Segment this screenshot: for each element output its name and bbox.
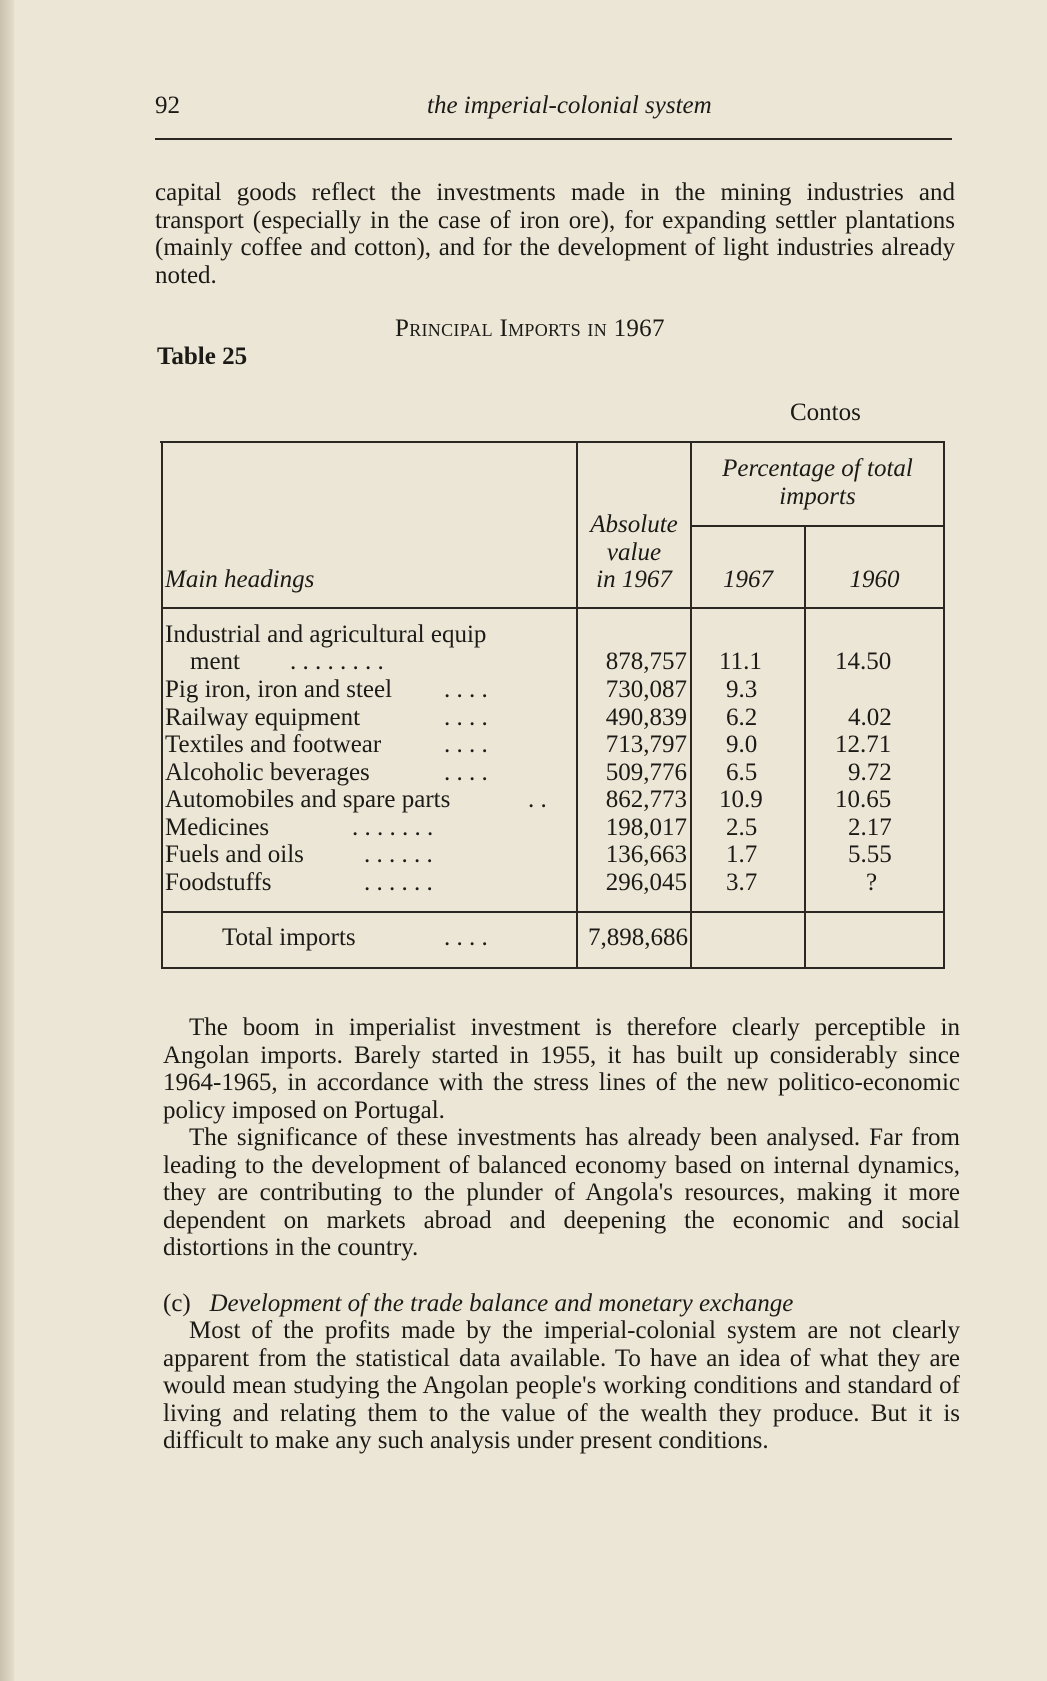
row-pct-1960: 14.50: [835, 648, 892, 675]
row-label: Pig iron, iron and steel: [165, 676, 393, 703]
total-label: Total imports: [222, 924, 356, 951]
row-absolute-value: 198,017: [605, 814, 687, 841]
row-pct-1960: ?: [866, 869, 878, 896]
section-title: Development of the trade balance and monetary exchange: [209, 1290, 794, 1317]
row-absolute-value: 490,839: [605, 704, 687, 731]
header-main-headings: Main headings: [165, 566, 315, 593]
profits-paragraph: Most of the profits made by the imperial-colonial system are not clearly apparent from the statistical data available. To have an idea of what they are would mean studying the Angolan people's working conditions and standard of living and relating them to the value of the wealth they produce. But it is difficult to make any such analysis under present conditions.: [163, 1317, 960, 1454]
row-pct-1967: 10.9: [719, 786, 763, 813]
row-leader-dots: . . . . . .: [364, 869, 433, 896]
row-pct-1967: 1.7: [726, 841, 758, 868]
running-header: [155, 92, 955, 128]
row-label: Fuels and oils: [165, 841, 304, 868]
header-absolute-line1: Absolute: [590, 511, 678, 538]
page-gutter: [0, 0, 14, 1681]
row-label: Railway equipment: [165, 704, 361, 731]
row-absolute-value: 862,773: [605, 786, 687, 813]
table-left-rule: [161, 441, 163, 969]
header-1967: 1967: [723, 566, 773, 593]
table-caption: Principal Imports in 1967: [395, 315, 665, 342]
header-bottom-rule: [161, 607, 943, 609]
total-leader-dots: . . . .: [444, 924, 488, 951]
row-pct-1967: 2.5: [726, 814, 758, 841]
table-right-rule: [943, 441, 945, 969]
row-leader-dots: . . . . . . .: [352, 814, 434, 841]
row-pct-1967: 11.1: [719, 648, 762, 675]
section-heading: [163, 1290, 793, 1318]
row-pct-1960: 10.65: [835, 786, 892, 813]
header-absolute-line3: in 1967: [596, 566, 672, 593]
row-leader-dots: . . . .: [444, 731, 488, 758]
row-leader-dots: . . . . . . . .: [290, 648, 384, 675]
row-pct-1960: 5.55: [848, 841, 892, 868]
row-pct-1967: 9.3: [726, 676, 758, 703]
row-absolute-value: 878,757: [605, 648, 687, 675]
page-number: 92: [155, 92, 180, 119]
header-1960: 1960: [849, 566, 900, 593]
row-label: Textiles and footwear: [165, 731, 382, 758]
row-label: Medicines: [165, 814, 270, 841]
table-label: Table 25: [157, 343, 248, 370]
row-leader-dots: . . . .: [444, 704, 488, 731]
header-percentage-line1: Percentage of total: [722, 455, 913, 482]
row-absolute-value: 136,663: [605, 841, 687, 868]
row-label: Industrial and agricultural equip: [165, 621, 487, 648]
row-pct-1967: 9.0: [726, 731, 758, 758]
row-pct-1960: 9.72: [848, 759, 892, 786]
row-pct-1967: 6.5: [726, 759, 758, 786]
row-absolute-value: 509,776: [605, 759, 687, 786]
row-leader-dots: . . . . . .: [364, 841, 433, 868]
table-top-rule: [160, 441, 943, 443]
row-pct-1960: 4.02: [848, 704, 892, 731]
row-leader-dots: . .: [528, 786, 547, 813]
header-absolute-line2: value: [606, 539, 662, 566]
row-absolute-value: 296,045: [605, 869, 687, 896]
header-rule: [155, 138, 952, 140]
row-label: Automobiles and spare parts: [165, 786, 451, 813]
total-top-rule: [161, 911, 943, 913]
col-divider-2: [690, 441, 692, 969]
row-leader-dots: . . . .: [444, 676, 488, 703]
row-absolute-value: 730,087: [605, 676, 687, 703]
total-value: 7,898,686: [588, 924, 688, 951]
row-label: Alcoholic beverages: [165, 759, 370, 786]
row-pct-1967: 6.2: [726, 704, 758, 731]
row-pct-1960: 2.17: [848, 814, 892, 841]
table-unit: Contos: [790, 399, 861, 426]
subheader-rule: [690, 525, 943, 527]
row-label: Foodstuffs: [165, 869, 272, 896]
row-label-continuation: ment: [190, 648, 240, 675]
row-leader-dots: . . . .: [444, 759, 488, 786]
boom-paragraph: The boom in imperialist investment is therefore clearly perceptible in Angolan imports. Barely started in 1955, it has built up considerably since 1964-1965, in accordance with the stress lines of the new politico-economic policy imposed on Portugal.: [163, 1014, 960, 1124]
intro-paragraph: capital goods reflect the investments made in the mining industries and transport (especially in the case of iron ore), for expanding settler plantations (mainly coffee and cotton), and for the development of light industries already noted.: [155, 179, 955, 289]
running-title: the imperial-colonial system: [427, 92, 712, 119]
header-percentage-line2: imports: [779, 483, 856, 510]
significance-paragraph: The significance of these investments has already been analysed. Far from leading to the development of balanced economy based on internal dynamics, they are contributing to the plunder of Angola's resources, making it more dependent on markets abroad and deepening the economic and social distortions in the country.: [163, 1124, 960, 1261]
table-bottom-rule: [161, 967, 945, 969]
section-marker: (c): [163, 1290, 191, 1317]
row-pct-1967: 3.7: [726, 869, 758, 896]
row-absolute-value: 713,797: [605, 731, 687, 758]
row-pct-1960: 12.71: [835, 731, 892, 758]
